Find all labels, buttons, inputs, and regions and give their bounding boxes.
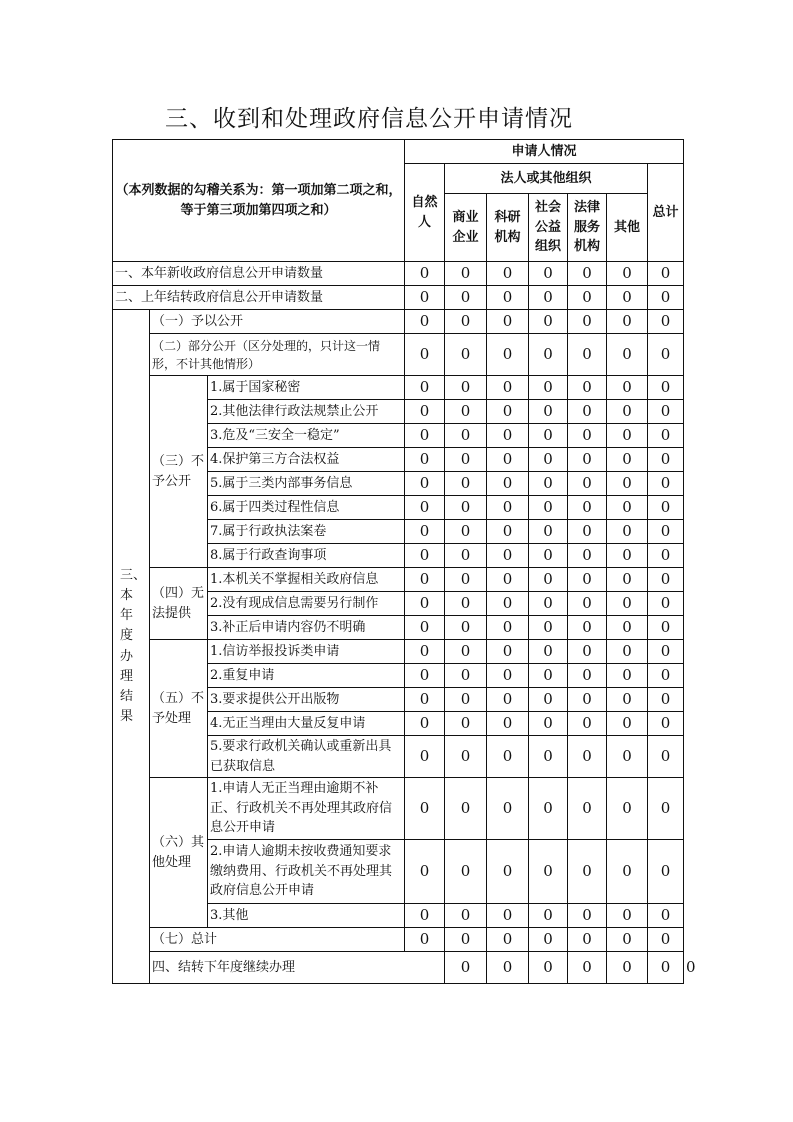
value-cell: 0 xyxy=(529,376,568,400)
header-legal-service: 法律服务机构 xyxy=(568,194,607,262)
value-cell: 0 xyxy=(405,520,445,544)
value-cell: 0 xyxy=(487,496,529,520)
value-cell: 0 xyxy=(607,448,648,472)
row-label-carried-over: 二、上年结转政府信息公开申请数量 xyxy=(113,286,405,310)
value-cell: 0 xyxy=(568,778,607,840)
value-cell: 0 xyxy=(607,334,648,376)
sub-item-label: 2.申请人逾期未按收费通知要求缴纳费用、行政机关不再处理其政府信息公开申请 xyxy=(208,840,405,904)
value-cell: 0 xyxy=(405,472,445,496)
value-cell: 0 xyxy=(529,664,568,688)
value-cell: 0 xyxy=(405,334,445,376)
value-cell: 0 xyxy=(529,778,568,840)
value-cell: 0 xyxy=(568,904,607,928)
value-cell: 0 xyxy=(487,592,529,616)
table-row xyxy=(113,568,684,592)
value-cell: 0 xyxy=(607,928,648,952)
value-cell: 0 xyxy=(405,928,445,952)
header-business: 商业企业 xyxy=(445,194,487,262)
value-cell: 0 xyxy=(487,376,529,400)
row-label-new-requests: 一、本年新收政府信息公开申请数量 xyxy=(113,262,405,286)
applications-table xyxy=(112,139,696,984)
value-cell: 0 xyxy=(445,616,487,640)
value-cell: 0 xyxy=(607,262,648,286)
value-cell: 0 xyxy=(648,688,684,712)
value-cell: 0 xyxy=(648,520,684,544)
value-cell: 0 xyxy=(529,262,568,286)
group-label-not-processed: （五）不予处理 xyxy=(150,640,208,778)
value-cell: 0 xyxy=(648,472,684,496)
value-cell: 0 xyxy=(648,904,684,928)
value-cell: 0 xyxy=(405,778,445,840)
table-row xyxy=(113,928,684,952)
sub-item-label: 1.本机关不掌握相关政府信息 xyxy=(208,568,405,592)
value-cell: 0 xyxy=(648,400,684,424)
value-cell: 0 xyxy=(648,286,684,310)
value-cell: 0 xyxy=(529,736,568,778)
sub-item-label: 2.没有现成信息需要另行制作 xyxy=(208,592,405,616)
value-cell: 0 xyxy=(529,928,568,952)
value-cell: 0 xyxy=(487,928,529,952)
value-cell: 0 xyxy=(648,424,684,448)
table-row: 四、结转下年度继续办理 0 0 0 0 0 0 0 xyxy=(113,952,684,984)
value-cell: 0 xyxy=(445,778,487,840)
value-cell: 0 xyxy=(445,400,487,424)
value-cell: 0 xyxy=(529,688,568,712)
sub-item-label: 5.要求行政机关确认或重新出具已获取信息 xyxy=(208,736,405,778)
value-cell: 0 xyxy=(487,424,529,448)
header-applicant-info: 申请人情况 xyxy=(405,140,684,164)
value-cell: 0 xyxy=(607,376,648,400)
value-cell: 0 xyxy=(568,688,607,712)
value-cell: 0 xyxy=(529,712,568,736)
value-cell: 0 xyxy=(607,424,648,448)
value-cell: 0 xyxy=(405,310,445,334)
value-cell: 0 xyxy=(487,712,529,736)
group-label-unable: （四）无法提供 xyxy=(150,568,208,640)
value-cell: 0 xyxy=(568,592,607,616)
value-cell: 0 xyxy=(568,400,607,424)
value-cell: 0 xyxy=(568,952,607,984)
value-cell: 0 xyxy=(487,544,529,568)
sub-item-label: 3.危及“三安全一稳定” xyxy=(208,424,405,448)
value-cell: 0 xyxy=(607,712,648,736)
header-research: 科研机构 xyxy=(487,194,529,262)
value-cell: 0 xyxy=(405,400,445,424)
value-cell: 0 xyxy=(487,904,529,928)
header-note: （本列数据的勾稽关系为：第一项加第二项之和，等于第三项加第四项之和） xyxy=(113,140,405,262)
value-cell: 0 xyxy=(405,640,445,664)
value-cell: 0 xyxy=(445,334,487,376)
header-legal-org: 法人或其他组织 xyxy=(445,164,648,194)
value-cell: 0 xyxy=(529,544,568,568)
value-cell: 0 xyxy=(607,616,648,640)
value-cell: 0 xyxy=(568,712,607,736)
value-cell: 0 xyxy=(405,424,445,448)
table-row xyxy=(113,334,684,376)
value-cell: 0 xyxy=(529,334,568,376)
value-cell: 0 xyxy=(405,840,445,904)
value-cell: 0 xyxy=(445,640,487,664)
value-cell: 0 xyxy=(405,712,445,736)
value-cell: 0 xyxy=(487,616,529,640)
value-cell: 0 xyxy=(445,592,487,616)
row-label-partial: （二）部分公开（区分处理的，只计这一情形，不计其他情形） xyxy=(150,334,405,376)
value-cell: 0 xyxy=(568,544,607,568)
value-cell: 0 xyxy=(487,400,529,424)
value-cell: 0 xyxy=(568,640,607,664)
value-cell: 0 xyxy=(607,736,648,778)
table-row xyxy=(113,262,684,286)
value-cell: 0 xyxy=(487,520,529,544)
page-title: 三、收到和处理政府信息公开申请情况 xyxy=(165,106,573,132)
sub-item-label: 3.要求提供公开出版物 xyxy=(208,688,405,712)
value-cell: 0 xyxy=(648,310,684,334)
value-cell: 0 xyxy=(445,952,487,984)
value-cell: 0 xyxy=(487,664,529,688)
sub-item-label: 1.申请人无正当理由逾期不补正、行政机关不再处理其政府信息公开申请 xyxy=(208,778,405,840)
header-natural-person: 自然人 xyxy=(405,164,445,262)
value-cell: 0 xyxy=(607,904,648,928)
value-cell: 0 xyxy=(568,262,607,286)
value-cell: 0 xyxy=(445,262,487,286)
value-cell: 0 xyxy=(529,616,568,640)
value-cell: 0 xyxy=(568,496,607,520)
sub-item-label: 7.属于行政执法案卷 xyxy=(208,520,405,544)
value-cell: 0 xyxy=(568,310,607,334)
sub-item-label: 2.重复申请 xyxy=(208,664,405,688)
group-label-other: （六）其他处理 xyxy=(150,778,208,928)
value-cell: 0 xyxy=(487,778,529,840)
value-cell: 0 xyxy=(607,310,648,334)
value-cell: 0 xyxy=(648,448,684,472)
value-cell: 0 xyxy=(445,376,487,400)
value-cell: 0 xyxy=(568,664,607,688)
value-cell: 0 xyxy=(445,664,487,688)
header-public-welfare: 社会公益组织 xyxy=(529,194,568,262)
value-cell: 0 xyxy=(529,310,568,334)
value-cell: 0 xyxy=(405,904,445,928)
value-cell: 0 xyxy=(405,664,445,688)
sub-item-label: 8.属于行政查询事项 xyxy=(208,544,405,568)
value-cell: 0 xyxy=(487,262,529,286)
value-cell: 0 xyxy=(405,568,445,592)
sub-item-label: 3.其他 xyxy=(208,904,405,928)
value-cell: 0 xyxy=(405,286,445,310)
value-cell: 0 xyxy=(445,424,487,448)
value-cell: 0 xyxy=(487,568,529,592)
sub-item-label: 2.其他法律行政法规禁止公开 xyxy=(208,400,405,424)
value-cell: 0 xyxy=(648,568,684,592)
value-cell: 0 xyxy=(487,736,529,778)
section-3-label: 三、本年度办理结果 xyxy=(113,310,150,984)
value-cell: 0 xyxy=(568,286,607,310)
value-cell: 0 xyxy=(568,736,607,778)
value-cell: 0 xyxy=(487,334,529,376)
value-cell: 0 xyxy=(529,952,568,984)
table-row xyxy=(113,310,684,334)
value-cell: 0 xyxy=(529,592,568,616)
value-cell: 0 xyxy=(529,640,568,664)
value-cell: 0 xyxy=(529,496,568,520)
value-cell: 0 xyxy=(648,544,684,568)
value-cell: 0 xyxy=(405,262,445,286)
value-cell: 0 xyxy=(405,616,445,640)
value-cell: 0 xyxy=(445,544,487,568)
value-cell: 0 xyxy=(445,520,487,544)
value-cell: 0 xyxy=(648,952,684,984)
value-cell: 0 xyxy=(648,592,684,616)
value-cell: 0 xyxy=(568,472,607,496)
value-cell: 0 xyxy=(529,840,568,904)
value-cell: 0 xyxy=(445,310,487,334)
value-cell: 0 xyxy=(529,424,568,448)
row-label-total: （七）总计 xyxy=(150,928,405,952)
value-cell: 0 xyxy=(529,520,568,544)
value-cell: 0 xyxy=(529,568,568,592)
value-cell: 0 xyxy=(648,840,684,904)
value-cell: 0 xyxy=(648,712,684,736)
value-cell: 0 xyxy=(568,334,607,376)
sub-item-label: 6.属于四类过程性信息 xyxy=(208,496,405,520)
value-cell: 0 xyxy=(648,640,684,664)
table-row xyxy=(113,376,684,400)
value-cell: 0 xyxy=(487,688,529,712)
value-cell: 0 xyxy=(568,928,607,952)
value-cell: 0 xyxy=(487,640,529,664)
value-cell: 0 xyxy=(607,840,648,904)
value-cell: 0 xyxy=(405,736,445,778)
value-cell: 0 xyxy=(445,448,487,472)
value-cell: 0 xyxy=(529,904,568,928)
value-cell: 0 xyxy=(648,334,684,376)
sub-item-label: 4.无正当理由大量反复申请 xyxy=(208,712,405,736)
value-cell: 0 xyxy=(607,664,648,688)
value-cell: 0 xyxy=(487,448,529,472)
value-cell: 0 xyxy=(529,286,568,310)
table-row xyxy=(113,640,684,664)
value-cell: 0 xyxy=(607,472,648,496)
value-cell: 0 xyxy=(445,928,487,952)
header-total: 总计 xyxy=(648,164,684,262)
value-cell: 0 xyxy=(405,376,445,400)
value-cell: 0 xyxy=(607,520,648,544)
value-cell: 0 xyxy=(529,400,568,424)
value-cell: 0 xyxy=(487,840,529,904)
sub-item-label: 1.属于国家秘密 xyxy=(208,376,405,400)
header-other: 其他 xyxy=(607,194,648,262)
value-cell: 0 xyxy=(445,736,487,778)
value-cell: 0 xyxy=(405,448,445,472)
value-cell: 0 xyxy=(487,472,529,496)
value-cell: 0 xyxy=(445,904,487,928)
value-cell: 0 xyxy=(445,688,487,712)
group-label-not-disclosed: （三）不予公开 xyxy=(150,376,208,568)
value-cell: 0 xyxy=(607,592,648,616)
value-cell: 0 xyxy=(445,472,487,496)
value-cell: 0 xyxy=(648,376,684,400)
value-cell: 0 xyxy=(445,496,487,520)
row-label-disclosed: （一）予以公开 xyxy=(150,310,405,334)
value-cell: 0 xyxy=(487,952,529,984)
value-cell: 0 xyxy=(405,688,445,712)
sub-item-label: 1.信访举报投诉类申请 xyxy=(208,640,405,664)
row-label-carry-forward: 四、结转下年度继续办理 xyxy=(150,952,445,984)
sub-item-label: 4.保护第三方合法权益 xyxy=(208,448,405,472)
value-cell: 0 xyxy=(529,448,568,472)
value-cell: 0 xyxy=(648,262,684,286)
value-cell: 0 xyxy=(648,736,684,778)
value-cell: 0 xyxy=(607,952,648,984)
value-cell: 0 xyxy=(648,928,684,952)
value-cell: 0 xyxy=(568,840,607,904)
value-cell: 0 xyxy=(607,400,648,424)
value-cell: 0 xyxy=(607,640,648,664)
value-cell: 0 xyxy=(607,496,648,520)
value-cell: 0 xyxy=(607,286,648,310)
value-cell: 0 xyxy=(487,286,529,310)
value-cell: 0 xyxy=(568,448,607,472)
value-cell: 0 xyxy=(445,568,487,592)
value-cell: 0 xyxy=(405,544,445,568)
value-cell: 0 xyxy=(607,568,648,592)
value-cell: 0 xyxy=(568,424,607,448)
value-cell: 0 xyxy=(405,496,445,520)
value-cell: 0 xyxy=(445,286,487,310)
value-cell: 0 xyxy=(445,712,487,736)
value-cell: 0 xyxy=(607,688,648,712)
value-cell: 0 xyxy=(648,616,684,640)
table-row xyxy=(113,286,684,310)
value-cell: 0 xyxy=(648,496,684,520)
value-cell: 0 xyxy=(648,664,684,688)
value-cell: 0 xyxy=(405,592,445,616)
value-cell: 0 xyxy=(648,778,684,840)
value-cell: 0 xyxy=(607,544,648,568)
value-cell: 0 xyxy=(568,568,607,592)
value-cell: 0 xyxy=(568,616,607,640)
sub-item-label: 5.属于三类内部事务信息 xyxy=(208,472,405,496)
sub-item-label: 3.补正后申请内容仍不明确 xyxy=(208,616,405,640)
value-cell: 0 xyxy=(529,472,568,496)
value-cell: 0 xyxy=(568,520,607,544)
value-cell: 0 xyxy=(607,778,648,840)
value-cell: 0 xyxy=(487,310,529,334)
table-row xyxy=(113,778,684,840)
value-cell: 0 xyxy=(445,840,487,904)
value-cell: 0 xyxy=(568,376,607,400)
